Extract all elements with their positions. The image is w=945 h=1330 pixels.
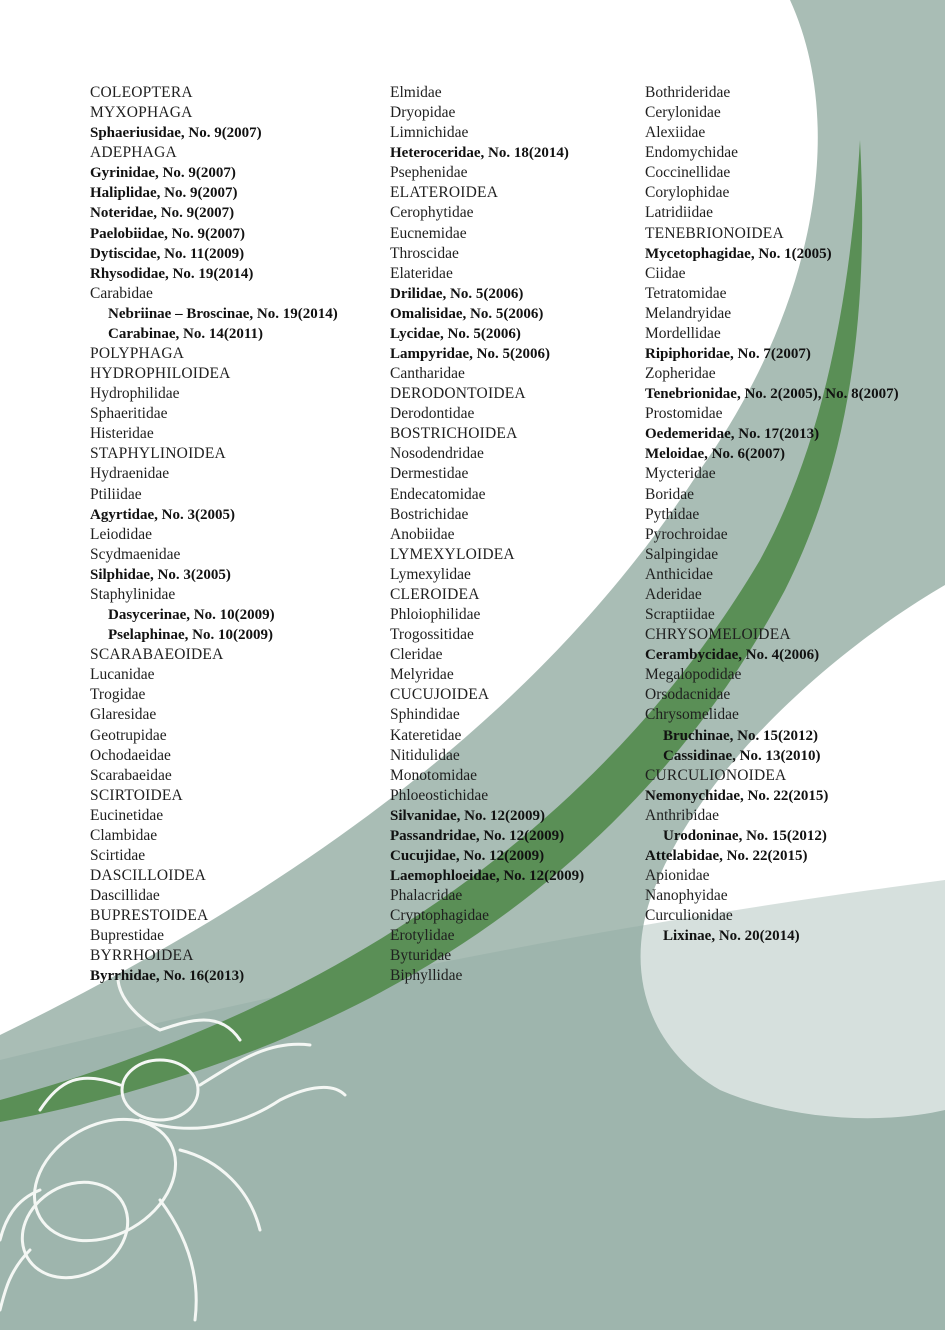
taxon-entry: Scraptiidae [645,606,715,624]
taxon-entry: Latridiidae [645,204,713,222]
taxon-entry: Phalacridae [390,887,463,905]
taxon-heading: BYRRHOIDEA [90,947,194,965]
taxon-entry: Histeridae [90,425,154,443]
taxon-entry: Lucanidae [90,666,155,684]
taxon-entry: Curculionidae [645,907,733,925]
taxon-entry: Dascillidae [90,887,160,905]
taxon-entry: Phloiophilidae [390,606,481,624]
taxon-entry: Tenebrionidae, No. 2(2005), No. 8(2007) [645,386,899,403]
taxon-heading: STAPHYLINOIDEA [90,445,226,463]
taxon-entry: Cantharidae [390,365,465,383]
taxon-entry: Dasycerinae, No. 10(2009) [108,607,275,624]
taxon-entry: Urodoninae, No. 15(2012) [663,827,827,844]
taxon-heading: DASCILLOIDEA [90,867,207,885]
taxon-entry: Throscidae [390,244,459,262]
taxon-entry: Paelobiidae, No. 9(2007) [90,225,245,242]
taxon-entry: Tetratomidae [645,284,727,302]
taxon-entry: Coccinellidae [645,164,731,182]
taxon-entry: Boridae [645,485,695,503]
taxon-entry: Silphidae, No. 3(2005) [90,566,231,583]
taxon-heading: COLEOPTERA [90,84,193,101]
taxon-entry: Bothrideridae [645,84,731,101]
taxon-entry: Omalisidae, No. 5(2006) [390,305,544,322]
taxon-entry: Gyrinidae, No. 9(2007) [90,165,236,182]
taxon-entry: Eucnemidae [390,224,467,242]
taxon-entry: Ripiphoridae, No. 7(2007) [645,346,811,363]
column-1 [90,83,338,987]
taxon-entry: Melandryidae [645,304,732,322]
taxon-entry: Aderidae [645,585,702,603]
taxon-entry: Trogossitidae [390,626,474,644]
taxon-entry: Nebriinae – Broscinae, No. 19(2014) [108,305,338,322]
taxon-entry: Drilidae, No. 5(2006) [390,285,524,302]
taxon-entry: Mycteridae [645,465,716,483]
taxon-entry: Lampyridae, No. 5(2006) [390,346,550,363]
taxon-entry: Orsodacnidae [645,686,731,704]
taxon-entry: Chrysomelidae [645,706,739,724]
taxon-heading: MYXOPHAGA [90,104,193,122]
taxon-entry: Derodontidae [390,405,475,423]
taxon-entry: Nitidulidae [390,746,460,764]
taxon-entry: Anthicidae [645,565,714,583]
taxon-entry: Erotylidae [390,927,455,945]
taxon-entry: Cucujidae, No. 12(2009) [390,847,545,864]
taxon-heading: POLYPHAGA [90,345,185,363]
taxon-entry: Lymexylidae [390,565,471,583]
taxon-entry: Silvanidae, No. 12(2009) [390,807,546,824]
taxon-entry: Geotrupidae [90,726,167,744]
taxon-entry: Mycetophagidae, No. 1(2005) [645,245,832,262]
taxon-entry: Pyrochroidae [645,525,728,543]
column-3 [645,83,899,946]
taxon-entry: Buprestidae [90,927,165,945]
taxon-entry: Anobiidae [390,525,455,543]
taxon-entry: Scarabaeidae [90,766,172,784]
taxon-entry: Scirtidae [90,846,146,864]
taxon-heading: TENEBRIONOIDEA [645,224,784,242]
taxon-entry: Laemophloeidae, No. 12(2009) [390,868,585,885]
taxon-entry: Nanophyidae [645,887,728,905]
taxon-entry: Byturidae [390,947,452,965]
taxon-entry: Trogidae [90,686,146,704]
taxon-entry: Staphylinidae [90,585,176,603]
taxon-entry: Megalopodidae [645,666,742,684]
column-2 [390,83,584,987]
taxon-entry: Passandridae, No. 12(2009) [390,827,565,844]
taxon-entry: Meloidae, No. 6(2007) [645,446,785,463]
taxon-entry: Rhysodidae, No. 19(2014) [90,265,254,282]
taxon-entry: Limnichidae [390,124,469,142]
taxon-entry: Dermestidae [390,465,469,483]
taxon-entry: Elmidae [390,84,442,101]
taxon-entry: Hydrophilidae [90,385,180,403]
taxon-heading: DERODONTOIDEA [390,385,526,403]
taxon-entry: Lixinae, No. 20(2014) [663,928,800,945]
taxon-entry: Heteroceridae, No. 18(2014) [390,145,569,162]
taxon-entry: Cerambycidae, No. 4(2006) [645,647,820,664]
taxon-heading: CURCULIONOIDEA [645,766,787,784]
taxon-entry: Cryptophagidae [390,907,490,925]
taxon-entry: Lycidae, No. 5(2006) [390,325,521,342]
taxon-entry: Salpingidae [645,545,719,563]
taxon-entry: Attelabidae, No. 22(2015) [645,847,808,864]
taxon-entry: Sphaeriusidae, No. 9(2007) [90,125,262,142]
taxon-entry: Cleridae [390,646,443,664]
taxon-entry: Pselaphinae, No. 10(2009) [108,627,273,644]
taxon-heading: CUCUJOIDEA [390,686,490,704]
taxon-entry: Pythidae [645,505,700,523]
taxon-entry: Cassidinae, No. 13(2010) [663,747,821,764]
taxon-entry: Ciidae [645,264,686,282]
taxon-entry: Zopheridae [645,365,716,383]
taxon-entry: Ochodaeidae [90,746,171,764]
taxon-entry: Anthribidae [645,806,720,824]
taxon-entry: Oedemeridae, No. 17(2013) [645,426,820,443]
taxon-heading: BOSTRICHOIDEA [390,425,518,443]
taxon-entry: Bruchinae, No. 15(2012) [663,727,818,744]
taxon-entry: Dytiscidae, No. 11(2009) [90,245,245,262]
taxon-entry: Elateridae [390,264,453,282]
taxon-entry: Cerophytidae [390,204,474,222]
taxon-entry: Leiodidae [90,525,152,543]
taxon-entry: Noteridae, No. 9(2007) [90,205,235,222]
taxon-entry: Glaresidae [90,706,157,724]
taxon-entry: Alexiidae [645,124,706,142]
taxon-entry: Corylophidae [645,184,730,202]
taxon-heading: LYMEXYLOIDEA [390,545,515,563]
taxon-entry: Nosodendridae [390,445,484,463]
taxon-entry: Agyrtidae, No. 3(2005) [90,506,235,523]
taxon-entry: Phloeostichidae [390,786,489,804]
taxon-heading: HYDROPHILOIDEA [90,365,231,383]
taxon-heading: ELATEROIDEA [390,184,499,202]
taxon-heading: ADEPHAGA [90,144,177,162]
taxon-entry: Prostomidae [645,405,723,423]
taxon-entry: Apionidae [645,867,710,885]
taxon-heading: CHRYSOMELOIDEA [645,626,791,644]
taxon-entry: Ptiliidae [90,485,142,503]
taxon-entry: Carabidae [90,284,153,302]
taxon-entry: Endomychidae [645,144,738,162]
taxon-entry: Clambidae [90,826,158,844]
taxon-entry: Sphaeritidae [90,405,168,423]
taxon-entry: Hydraenidae [90,465,170,483]
taxon-heading: SCIRTOIDEA [90,786,183,804]
taxon-entry: Byrrhidae, No. 16(2013) [90,968,245,985]
taxon-entry: Dryopidae [390,104,456,122]
taxon-entry: Scydmaenidae [90,545,181,563]
taxon-entry: Eucinetidae [90,806,164,824]
taxon-entry: Biphyllidae [390,967,463,985]
taxon-entry: Carabinae, No. 14(2011) [108,325,263,342]
taxon-heading: BUPRESTOIDEA [90,907,209,925]
taxon-entry: Psephenidae [390,164,468,182]
taxon-entry: Mordellidae [645,324,721,342]
taxon-entry: Sphindidae [390,706,460,724]
taxon-entry: Monotomidae [390,766,477,784]
taxon-entry: Melyridae [390,666,454,684]
taxon-heading: CLEROIDEA [390,585,480,603]
taxon-entry: Haliplidae, No. 9(2007) [90,185,238,202]
taxon-entry: Endecatomidae [390,485,486,503]
taxon-entry: Nemonychidae, No. 22(2015) [645,787,829,804]
taxon-entry: Kateretidae [390,726,462,744]
taxon-entry: Bostrichidae [390,505,469,523]
taxon-entry: Cerylonidae [645,104,721,122]
taxon-heading: SCARABAEOIDEA [90,646,224,664]
